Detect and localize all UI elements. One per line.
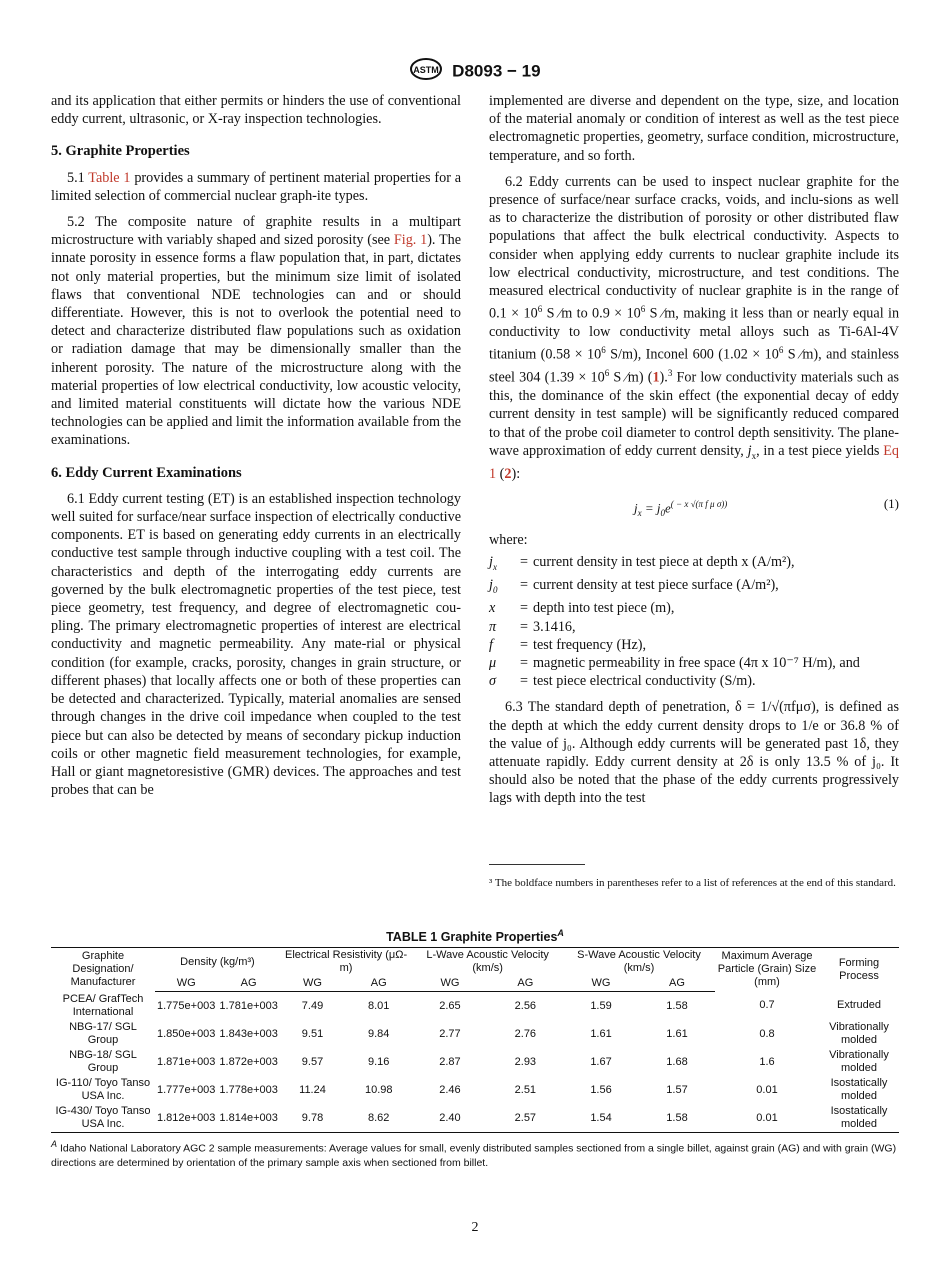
variable-row xyxy=(489,654,899,672)
exp: 6 xyxy=(640,304,646,315)
variable-row xyxy=(489,636,899,654)
exp-base: 10 xyxy=(523,305,538,322)
para-text: 5.2 The composite nature of graphite results in a multipart microstructure with variably shaped and sized porosity (see xyxy=(51,214,461,249)
header-lwave: L-Wave Acoustic Velocity (km/s) xyxy=(412,948,563,977)
table-row xyxy=(51,1048,899,1076)
variable-equals: = xyxy=(519,554,528,571)
standard-designation: D8093 − 19 xyxy=(452,61,541,81)
header-designation: Graphite Designation/ Manufacturer xyxy=(51,948,155,992)
cell-density-wg: 1.850e+003 xyxy=(157,1027,216,1040)
variable-row xyxy=(489,553,899,576)
cell-forming-process: Isostatically molded xyxy=(830,1077,888,1103)
table-row xyxy=(51,992,899,1021)
header-wg: WG xyxy=(412,976,487,992)
table-note-mark: A xyxy=(557,928,564,938)
exp: 6 xyxy=(601,345,606,356)
cell-designation: PCEA/ GrafTech International xyxy=(62,992,144,1018)
cell-designation: NBG-18/ SGL Group xyxy=(69,1049,137,1075)
header-swave: S-Wave Acoustic Velocity (km/s) xyxy=(563,948,715,977)
cell-swave-wg: 1.59 xyxy=(590,999,612,1012)
header-grain-size: Maximum Average Particle (Grain) Size (mm) xyxy=(715,948,819,992)
cell-lwave-ag: 2.93 xyxy=(514,1055,537,1068)
cell-resistivity-wg: 9.78 xyxy=(280,1104,345,1133)
section-6-title: 6. Eddy Current Examinations xyxy=(51,464,242,481)
cell-lwave-wg: 2.40 xyxy=(412,1104,487,1133)
cell-density-wg: 1.775e+003 xyxy=(157,999,216,1012)
cell-swave-wg: 1.67 xyxy=(590,1055,612,1068)
astm-logo-icon xyxy=(409,57,443,86)
variable-symbol: σ xyxy=(489,673,496,690)
equation-formula: $j_x = j_0e^{( - x √(\pi f \mu \sigma))}$ xyxy=(634,499,728,519)
table-title-text: TABLE 1 Graphite Properties xyxy=(386,930,558,945)
cell-forming-process: Extruded xyxy=(836,999,882,1012)
where-label: where: xyxy=(489,532,528,549)
para-text: S ⁄m, making it less than or nearly equal in conductivity to low conductivity metal alloys such as Ti-6Al-4V titanium (0.58 × xyxy=(489,305,900,364)
variable-definition: depth into test piece (m), xyxy=(533,600,675,617)
cell-swave-ag: 1.61 xyxy=(666,1027,688,1040)
variable-symbol: x xyxy=(489,600,496,617)
page-number: 2 xyxy=(471,1220,479,1235)
variable-equals: = xyxy=(519,654,528,671)
header-forming: Forming Process xyxy=(819,948,899,992)
section-5-title: 5. Graphite Properties xyxy=(51,143,190,160)
para-text: ): xyxy=(511,465,521,482)
variable-equals: = xyxy=(519,618,528,635)
exp-base: 10 xyxy=(590,370,605,387)
para-text: , in a test piece yields xyxy=(756,442,880,459)
astm-logo-text: ASTM xyxy=(413,65,440,75)
cell-swave-ag: 1.58 xyxy=(666,999,688,1012)
header-resistivity: Electrical Resistivity (μΩ-m) xyxy=(280,948,412,977)
cell-density-wg: 1.777e+003 xyxy=(157,1083,216,1096)
cell-swave-wg: 1.54 xyxy=(563,1104,639,1133)
header-ag: AG xyxy=(488,976,563,992)
cell-lwave-ag: 2.57 xyxy=(488,1104,563,1133)
cell-resistivity-ag: 8.01 xyxy=(368,999,390,1012)
cell-density-ag: 1.872e+003 xyxy=(219,1055,278,1068)
cell-swave-wg: 1.61 xyxy=(590,1027,612,1040)
reference-1-link[interactable]: 1 xyxy=(652,370,660,387)
variable-definition: current density at test piece surface (A/m²), xyxy=(533,577,779,594)
fig-1-link[interactable]: Fig. 1 xyxy=(393,232,428,249)
reference-2-link[interactable]: 2 xyxy=(504,465,512,482)
cell-lwave-ag: 2.51 xyxy=(514,1083,537,1096)
cell-designation: NBG-17/ SGL Group xyxy=(69,1021,137,1047)
cell-lwave-wg: 2.65 xyxy=(439,999,461,1012)
table-title xyxy=(51,928,899,944)
cell-lwave-wg: 2.77 xyxy=(439,1027,461,1040)
para-text: 6.2 Eddy currents can be used to inspect nuclear graphite for the presence of surface/near surface cracks, voids, and inclu-sions as well as to characterize the distribution of porosity or other distributed flaw populations that affect the bulk electrical conductivity. Aspects to consider when applying eddy currents to nuclear graphite include its low electrical conductivity, microstructure, and test conditions. The measured electrical conductivity of nuclear graphite is in the range of 0.1 × xyxy=(489,173,899,322)
para-text: S ⁄m) ( xyxy=(613,370,653,387)
para-text: S ⁄m to 0.9 × xyxy=(546,305,623,322)
variable-symbol: μ xyxy=(489,654,497,671)
para-text: For low conductivity materials such as this, the dominance of the skin effect (the exponential decay of eddy current density in test sample) will be significantly reduced compared to that of the probe coil diameter to control depth sensitivity. The plane-wave approximation of eddy current density, xyxy=(489,370,900,459)
table-1-link[interactable]: Table 1 xyxy=(88,169,131,186)
header-ag: AG xyxy=(639,976,715,992)
cell-density-ag: 1.843e+003 xyxy=(219,1027,278,1040)
cell-grain-size: 0.01 xyxy=(715,1104,819,1133)
table-row xyxy=(51,1076,899,1104)
variable-list xyxy=(489,553,899,690)
cell-lwave-wg: 2.46 xyxy=(439,1083,461,1096)
exp-base: 10 xyxy=(587,347,602,364)
cell-resistivity-wg: 11.24 xyxy=(299,1083,326,1096)
cell-resistivity-wg: 9.51 xyxy=(301,1027,324,1040)
header-wg: WG xyxy=(155,976,217,992)
header-density: Density (kg/m³) xyxy=(155,948,280,977)
variable-row xyxy=(489,672,899,690)
equation-1 xyxy=(489,491,899,521)
paragraph-5-2 xyxy=(51,213,461,450)
variable-definition: test piece electrical conductivity (S/m). xyxy=(533,673,756,690)
cell-resistivity-ag: 8.62 xyxy=(345,1104,412,1133)
left-column xyxy=(51,92,461,807)
exp-base: 10 xyxy=(764,347,779,364)
exp: 6 xyxy=(537,304,543,315)
cell-resistivity-wg: 7.49 xyxy=(301,999,324,1012)
variable-equals: = xyxy=(519,673,528,690)
variable-equals: = xyxy=(519,636,528,653)
table-note-text: Idaho National Laboratory AGC 2 sample measurements: Average values for small, evenly distributed samples sectioned from a single billet, against grain (AG) and with grain (WG) directions are determined by orientation of the primary sample axis when sectioned from billet. xyxy=(51,1142,897,1169)
cell-density-ag: 1.781e+003 xyxy=(219,999,278,1012)
para-num: 5.1 xyxy=(67,169,85,186)
variable-equals: = xyxy=(519,600,528,617)
paragraph-6-1: 6.1 Eddy current testing (ET) is an established inspection technology well suited for surface/near surface inspection of electrically conductive components. ET is based on generating eddy currents in an electrically conductive test sample through inductive coupling with a test coil. The characteristics and depth of the interrogating eddy currents are governed by the bulk electromagnetic properties of the test piece, test piece geometry, test frequency, and degree of electromagnetic cou-pling. The primary electromagnetic properties of interest are electrical conductivity and magnetic permeability. Any mate-rial or physical condition (for example, cracks, porosity, changes in grain structure, or different phases) that locally affects one or both of these properties can be detected and characterized. Typically, material anomalies are sensed through changes in the drive coil impedance when coupled to the test piece but can also be detected by means of secondary pickup induction coils or other magnetic field measurement technologies, for example, Hall or giant magnetoresistive (GMR) devices. The approaches and test probes that can be xyxy=(51,490,461,799)
variable-symbol: $j_x$ xyxy=(489,554,497,573)
para-text: ). The innate porosity in essence forms a flaw population that, in part, dictates not only material properties, but the minimum size limit of isolated flaws that conventional NDE technologies can and or should differentiate. However, this is not to overlook the potential need to detect and characterize distributed flaw populations such as oxidation or radiation damage that may be dimensionally smaller than the inherent porosity. The nature of the microstructure along with the material properties of low electrical conductivity, low acoustic velocity, and limited material constituents will dictate how the various NDE technologies can be applied and limit the information available from the examinations. xyxy=(51,232,462,449)
exp-base: 10 xyxy=(626,305,641,322)
cell-lwave-wg: 2.87 xyxy=(439,1055,461,1068)
para-text: provides a summary of pertinent material properties for a limited selection of commercial nuclear graph-ite types. xyxy=(51,169,462,204)
header-ag: AG xyxy=(345,976,412,992)
cell-forming-process: Vibrationally molded xyxy=(829,1021,889,1047)
cell-designation: IG-430/ Toyo Tanso USA Inc. xyxy=(51,1104,155,1133)
exp: 6 xyxy=(604,368,610,379)
cell-grain-size: 0.01 xyxy=(756,1083,778,1096)
variable-definition: current density in test piece at depth x (A/m²), xyxy=(533,554,795,571)
variable-definition: magnetic permeability in free space (4π x 10⁻⁷ H/m), and xyxy=(533,654,860,671)
variable-symbol: $j_0$ xyxy=(489,577,498,596)
cell-swave-wg: 1.56 xyxy=(590,1083,612,1096)
footnote-3: ³ The boldface numbers in parentheses refer to a list of references at the end of this standard. xyxy=(489,877,896,889)
footnote-rule xyxy=(489,864,585,865)
variable-definition: 3.1416, xyxy=(533,618,576,635)
equation-number: (1) xyxy=(883,496,899,512)
header-wg: WG xyxy=(563,976,639,992)
paragraph-6-3: 6.3 The standard depth of penetration, δ = 1/√(πfμσ), is defined as the depth at which the eddy current density drops to 1/e or 36.8 % of the value of j₀. Although eddy currents will be generated past 1δ, they attenuate rapidly. Eddy current density at 2δ is only 13.5 % of j₀. It should also be noted that the phase of the eddy currents progressively lags with depth into the test xyxy=(489,699,899,807)
footnote-mark: 3 xyxy=(667,368,673,379)
header-wg: WG xyxy=(280,976,345,992)
cell-lwave-ag: 2.76 xyxy=(514,1027,537,1040)
cell-forming-process: Isostatically molded xyxy=(819,1104,899,1133)
variable-row xyxy=(489,618,899,636)
variable-definition: test frequency (Hz), xyxy=(533,636,647,653)
exp: 6 xyxy=(778,345,784,356)
cell-density-wg: 1.871e+003 xyxy=(157,1055,216,1068)
table-row xyxy=(51,1020,899,1048)
variable-row xyxy=(489,576,899,599)
header-ag: AG xyxy=(217,976,279,992)
para-text: S/m), Inconel 600 (1.02 × xyxy=(610,347,761,364)
cell-lwave-ag: 2.56 xyxy=(514,999,537,1012)
table-note-mark: A xyxy=(51,1139,58,1150)
right-column xyxy=(489,92,899,816)
cell-resistivity-ag: 10.98 xyxy=(364,1083,393,1096)
table-row xyxy=(51,1104,899,1133)
cell-grain-size: 0.8 xyxy=(759,1027,775,1040)
cell-designation: IG-110/ Toyo Tanso USA Inc. xyxy=(55,1077,151,1103)
cell-density-ag: 1.778e+003 xyxy=(219,1083,278,1096)
variable-equals: = xyxy=(519,577,528,594)
variable-symbol: f xyxy=(489,636,493,653)
cell-resistivity-wg: 9.57 xyxy=(301,1055,324,1068)
para-text: S ⁄m), and stainless steel 304 (1.39 × xyxy=(489,347,900,387)
page-header xyxy=(0,57,950,86)
cell-grain-size: 0.7 xyxy=(759,999,775,1012)
graphite-properties-table xyxy=(51,928,899,1170)
para-text: ). xyxy=(659,370,668,387)
variable-symbol: π xyxy=(489,618,497,635)
cell-swave-ag: 1.58 xyxy=(639,1104,715,1133)
cell-grain-size: 1.6 xyxy=(759,1055,775,1068)
table-note xyxy=(51,1137,899,1170)
cell-density-wg: 1.812e+003 xyxy=(155,1104,217,1133)
paragraph-continued: implemented are diverse and dependent on the type, size, and location of the material anomaly or condition of interest as well as the test piece electromagnetic properties, geometry, surface condition, microstructure, temperature, and so forth. xyxy=(489,93,899,164)
cell-resistivity-ag: 9.16 xyxy=(368,1055,390,1068)
paragraph-intro: and its application that either permits or hinders the use of conventional eddy current, ultrasonic, or X-ray inspection technologies. xyxy=(51,93,461,128)
eq-1-link[interactable]: Eq 1 xyxy=(489,442,900,482)
paragraph-5-1 xyxy=(51,169,461,205)
variable-row xyxy=(489,599,899,617)
cell-forming-process: Vibrationally molded xyxy=(829,1049,889,1075)
cell-resistivity-ag: 9.84 xyxy=(368,1027,390,1040)
cell-swave-ag: 1.68 xyxy=(666,1055,688,1068)
cell-density-ag: 1.814e+003 xyxy=(217,1104,279,1133)
paragraph-6-2: 6.2 Eddy currents can be used to inspect nuclear graphite for the presence of surface/near surface cracks, voids, and inclu-sions as well as to characterize the distribution of porosity or other distributed flaw populations that affect the bulk electrical conductivity. Aspects to consider when applying eddy currents to nuclear graphite include its low electrical conductivity, microstructure, and test conditions. The measured electrical conductivity of nuclear graphite is in the range of $0.1 \times 10^6$ S ⁄m to $0.9 \times 10^6$ S ⁄m, making it less than or nearly equal in conductivity to low conductivity metal alloys such as Ti-6Al-4V titanium ($0.58 \times 10^6$ S/m), Inconel 600 ($1.02 \times 10^6$ S ⁄m), and stainless steel 304 ($1.39 \times 10^6$ S ⁄m) (1).$^3$ For low conductivity materials such as this, the dominance of the skin effect (the exponential decay of eddy current density in test sample) will be significantly reduced compared to that of the probe coil diameter to control depth sensitivity. The plane-wave approximation of eddy current density, $j_x$, in a test piece yields Eq 1 (2): xyxy=(489,173,900,482)
cell-swave-ag: 1.57 xyxy=(666,1083,688,1096)
